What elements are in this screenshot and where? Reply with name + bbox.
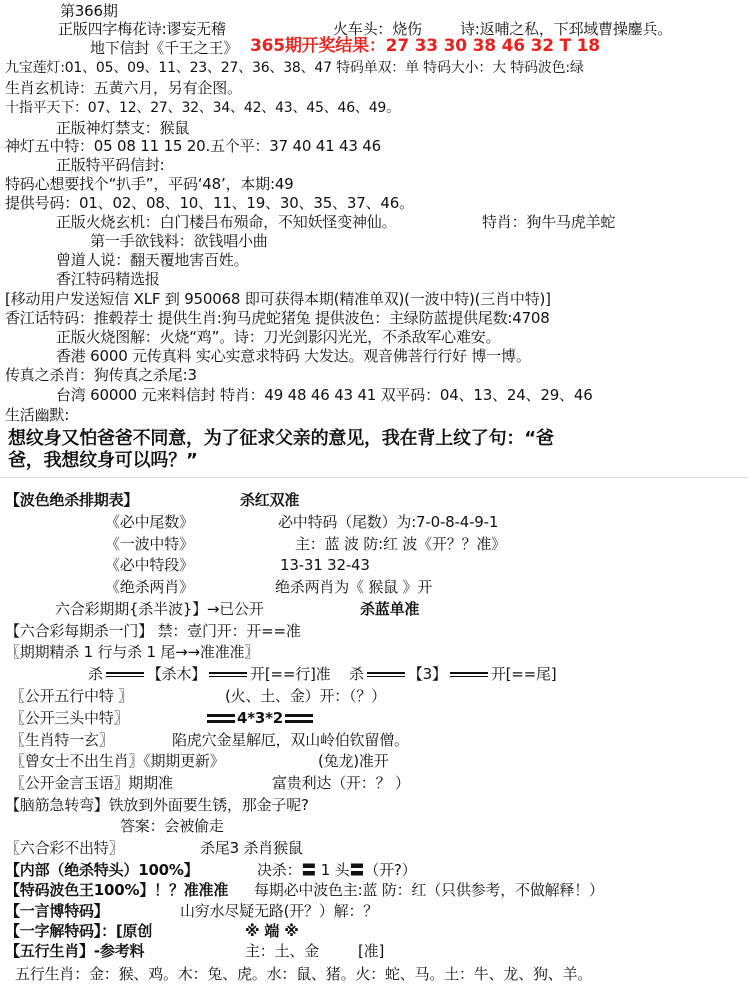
kill-wood: 【杀木】 — [146, 665, 207, 683]
one-wave-value: 主：蓝 波 防:红 波《开？？准》 — [295, 535, 506, 553]
taoist-said: 曾道人说：翻天覆地害百姓。 — [56, 251, 249, 269]
ms-zeng-value: (兔龙)准开 — [318, 752, 389, 770]
fire-mystery: 正版火烧玄机：白门楼吕布殒命，不知妖怪变神仙。 — [56, 213, 397, 231]
hk-fax: 香港 6000 元传真料 实心实意求特码 大发达。观音佛菩行行好 博一博。 — [56, 347, 531, 365]
section-divider — [0, 477, 748, 478]
kill-element-tail: 〖期期精杀 1 行与杀 1 尾→→准准准〗 — [5, 643, 260, 661]
ten-fingers: 十指平天下：07、12、27、32、34、42、43、45、46、49。 — [5, 100, 400, 116]
fax-kill: 传真之杀肖：狗传真之杀尾:3 — [5, 366, 197, 384]
joke-line-2: 爸，我想纹身可以吗？” — [8, 450, 198, 471]
kill-two-label: 《绝杀两肖》 — [105, 578, 194, 596]
kill-three: 【3】 — [407, 665, 447, 683]
one-word-value: 山穷水尽疑无路(开？）解：？ — [180, 902, 379, 920]
internal-kill-value: 决杀：〓 1 头〓（开?） — [257, 861, 417, 879]
draw-result: 365期开奖结果：27 33 30 38 46 32 T 18 — [250, 36, 600, 56]
taiwan-envelope: 台湾 60000 元来料信封 特肖：49 48 46 43 41 双平码：04、13、24、29、46 — [56, 386, 593, 404]
one-word-label: 【一言博特码】 — [5, 902, 109, 920]
zodiac-mystery-value: 陷虎穴金星解厄，双山岭伯钦留僧。 — [172, 731, 409, 749]
bar-mark — [207, 714, 235, 723]
not-out-label: 〖六合彩不出特〗 — [5, 839, 124, 857]
train-head: 火车头：烧伤 — [333, 20, 422, 38]
xiangjiang-report: 香江特码精选报 — [56, 270, 160, 288]
rule-line — [367, 672, 405, 677]
three-head-digits: 4*3*2 — [237, 709, 283, 727]
not-out-value: 杀尾3 杀肖猴鼠 — [200, 839, 303, 857]
lamp-ban: 正版神灯禁支：猴鼠 — [56, 119, 190, 137]
golden-words-label: 〖公开金言玉语〗期期准 — [10, 774, 173, 792]
color-king-label: 【特码波色王100%】！？准准准 — [5, 881, 229, 899]
underground-envelope: 地下信封《千王之王》 — [90, 39, 239, 57]
life-humor-label: 生活幽默: — [5, 406, 70, 424]
rule-line — [106, 672, 144, 677]
special-code-thought: 特码心想要找个“扒手”，平码‘48’，本期:49 — [5, 175, 294, 193]
nine-lotus: 九宝莲灯:01、05、09、11、23、27、36、38、47 特码单双：单 特码大小：大 特码波色:绿 — [5, 60, 584, 76]
kill-two-value: 绝杀两肖为《 猴鼠 》开 — [275, 578, 433, 596]
rule-line — [450, 672, 488, 677]
must-segment-value: 13-31 32-43 — [280, 556, 370, 574]
internal-kill-label: 【内部（绝杀特头）100%】 — [5, 861, 199, 879]
xiangjiang-words: 香江话特码：推毂荐士 提供生肖:狗马虎蛇猪兔 提供波色：主绿防蓝提供尾数:4708 — [5, 309, 550, 327]
plum-poem: 正版四字梅花诗:谬妄无稽 — [58, 20, 226, 38]
five-element-value: (火、土、金）开：（？） — [225, 687, 386, 705]
fire-diagram: 正版火烧图解：火烧“鸡”。诗：刀光剑影闪光光，不杀敌军心难安。 — [56, 328, 501, 346]
half-wave-label: 六合彩期期{杀半波}】→已公开 — [55, 600, 264, 618]
one-wave-label: 《一波中特》 — [105, 535, 194, 553]
zodiac-mystery-label: 〖生肖特一玄〗 — [10, 731, 114, 749]
five-element-label: 〖公开五行中特 〗 — [10, 687, 133, 705]
three-head-label: 〖公开三头中特〗 — [10, 709, 129, 727]
zodiac-element-label: 【五行生肖】-参考料 — [5, 942, 145, 960]
open-tail: 开[==尾] — [490, 665, 557, 683]
kill-one-door: 【六合彩每期杀一门】 禁：壹门开：开==准 — [5, 622, 301, 640]
kill-a: 杀 — [88, 665, 103, 683]
one-char-value: ※ 端 ※ — [245, 922, 299, 940]
color-kill-table: 【波色绝杀排期表】 — [5, 491, 139, 509]
open-element: 开[==行]准 — [250, 665, 331, 683]
must-tail-label: 《必中尾数》 — [105, 513, 194, 531]
color-king-value: 每期必中波色主:蓝 防：红（只供参考，不做解释！） — [254, 881, 604, 899]
sms-promo: [移动用户发送短信 XLF 到 950068 即可获得本期(精准单双)(一波中特)(三肖中特)] — [5, 290, 551, 308]
zodiac-poem: 生肖玄机诗：五黄六月，另有企图。 — [5, 79, 242, 97]
brain-teaser-answer: 答案：会被偷走 — [120, 817, 224, 835]
special-envelope: 正版特平码信封: — [56, 156, 165, 174]
rule-line — [209, 672, 247, 677]
lamp-five: 神灯五中特：05 08 11 15 20.五个平：37 40 41 43 46 — [5, 137, 381, 155]
special-zodiac: 特肖：狗牛马虎羊蛇 — [482, 213, 616, 231]
ms-zeng-label: 〖曾女士不出生肖〗《期期更新》 — [10, 752, 225, 770]
issue-number: 第366期 — [60, 2, 118, 20]
joke-line-1: 想纹身又怕爸爸不同意，为了征求父亲的意见，我在背上纹了句：“爸 — [8, 428, 554, 449]
kill-b: 杀 — [349, 665, 364, 683]
bar-mark — [285, 714, 313, 723]
three-head-value — [205, 709, 315, 727]
zodiac-element-accurate: [准] — [358, 942, 385, 960]
zodiac-element-main: 主：土、金 — [245, 942, 320, 960]
golden-words-value: 富贵利达（开：？ ） — [272, 774, 410, 792]
poem-line: 诗:返哺之私，下邳域曹操鏖兵。 — [460, 20, 673, 38]
must-segment-label: 《必中特段》 — [105, 556, 194, 574]
one-char-label: 【一字解特码】：[原创 — [5, 922, 153, 940]
kill-blue: 杀蓝单准 — [360, 600, 420, 618]
zodiac-element-list: 五行生肖：金：猴、鸡。木：兔、虎。水：鼠、猪。火：蛇、马。土：牛、龙、狗、羊。 — [15, 965, 593, 983]
must-tail-value: 必中特码（尾数）为:7-0-8-4-9-1 — [278, 513, 499, 531]
kill-element-row — [88, 665, 556, 683]
kill-red: 杀红双准 — [240, 491, 300, 509]
provided-numbers: 提供号码：01、02、08、10、11、19、30、35、37、46。 — [5, 194, 414, 212]
first-hand: 第一手欲钱料：欲钱唱小曲 — [90, 232, 268, 250]
brain-teaser: 【脑筋急转弯】铁放到外面要生锈，那金子呢? — [5, 796, 309, 814]
